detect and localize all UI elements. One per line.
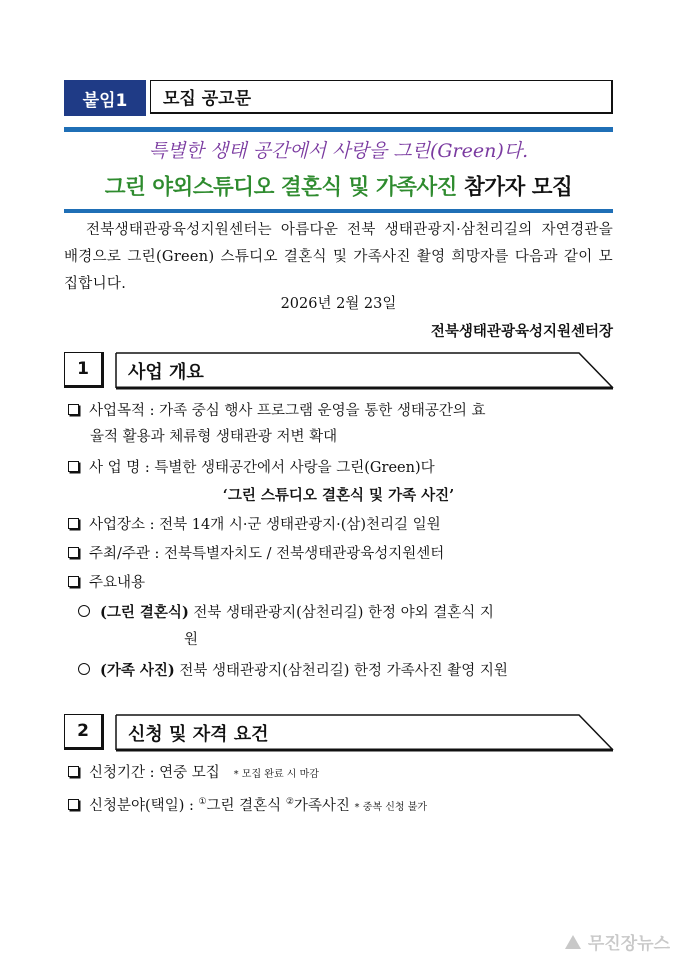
wedding-continued: 원: [184, 632, 199, 648]
square-bullet-icon: [68, 518, 79, 529]
sub-item-wedding: [78, 600, 494, 626]
list-item-place: [68, 512, 441, 538]
field-sup2: ②: [285, 797, 294, 807]
field-option1: 그린 결혼식: [206, 797, 282, 814]
period-text: 신청기간 : 연중 모집: [89, 765, 220, 781]
sub-item-family: [78, 658, 508, 684]
list-item-period: [68, 760, 319, 788]
section1-number: 1: [64, 352, 104, 388]
list-item-field: [68, 789, 427, 821]
headline-black: 참가자 모집: [463, 175, 573, 200]
slogan: 특별한 생태 공간에서 사랑을 그린(Green)다.: [148, 140, 529, 162]
square-bullet-icon: [68, 404, 79, 415]
family-label: (가족 사진): [100, 662, 175, 679]
bottom-rule: [64, 209, 613, 213]
section2-title: 신청 및 자격 요건: [128, 724, 269, 745]
watermark-text: 무진장뉴스: [587, 934, 670, 954]
square-bullet-icon: [68, 547, 79, 558]
field-option2: 가족사진: [293, 797, 350, 814]
purpose-text: 사업목적 : 가족 중심 행사 프로그램 운영을 통한 생태공간의 효: [89, 403, 486, 419]
content-label: 주요내용: [89, 575, 146, 591]
field-prefix: 신청분야(택일) :: [89, 797, 194, 814]
family-text: 전북 생태관광지(삼천리길) 한정 가족사진 촬영 지원: [179, 663, 508, 679]
name-text: 사 업 명 : 특별한 생태공간에서 사랑을 그린(Green)다: [89, 460, 435, 476]
square-bullet-icon: [68, 576, 79, 587]
square-bullet-icon: [68, 799, 79, 810]
list-item-purpose: [68, 398, 486, 424]
attachment-title: 모집 공고문: [150, 80, 613, 114]
field-sup1: ①: [198, 797, 207, 807]
announcement-date: 2026년 2월 23일: [280, 296, 397, 312]
section2-number: 2: [64, 714, 104, 750]
list-item-name: [68, 455, 435, 481]
square-bullet-icon: [68, 461, 79, 472]
period-note: * 모집 완료 시 마감: [233, 769, 319, 780]
place-text: 사업장소 : 전북 14개 시·군 생태관광지·(삼)천리길 일원: [89, 517, 441, 533]
wedding-label: (그린 결혼식): [100, 604, 189, 621]
watermark-logo-icon: [564, 934, 582, 950]
intro-paragraph: 전북생태관광육성지원센터는 아름다운 전북 생태관광지·삼천리길의 자연경관을 배경으로 그린(Green) 스튜디오 결혼식 및 가족사진 촬영 희망자를 다음과 같이 모집합니다.: [64, 222, 613, 292]
host-text: 주최/주관 : 전북특별자치도 / 전북생태관광육성지원센터: [89, 546, 445, 562]
circle-bullet-icon: [78, 605, 90, 617]
organization-name: 전북생태관광육성지원센터장: [430, 324, 613, 340]
section1-title: 사업 개요: [128, 362, 204, 383]
list-item-content: [68, 570, 145, 596]
field-note: * 중복 신청 불가: [354, 801, 428, 813]
top-rule: [64, 127, 613, 132]
attachment-label: 붙임1: [64, 80, 146, 116]
wedding-text: 전북 생태관광지(삼천리길) 한정 야외 결혼식 지: [193, 605, 494, 621]
circle-bullet-icon: [78, 663, 90, 675]
project-subtitle: ‘그린 스튜디오 결혼식 및 가족 사진’: [222, 487, 455, 504]
square-bullet-icon: [68, 766, 79, 777]
headline: [64, 170, 613, 201]
headline-green: 그린 야외스튜디오 결혼식 및 가족사진: [104, 175, 457, 200]
purpose-continued: 율적 활용과 체류형 생태관광 저변 확대: [90, 429, 338, 445]
list-item-host: [68, 541, 444, 567]
watermark: [564, 929, 670, 954]
